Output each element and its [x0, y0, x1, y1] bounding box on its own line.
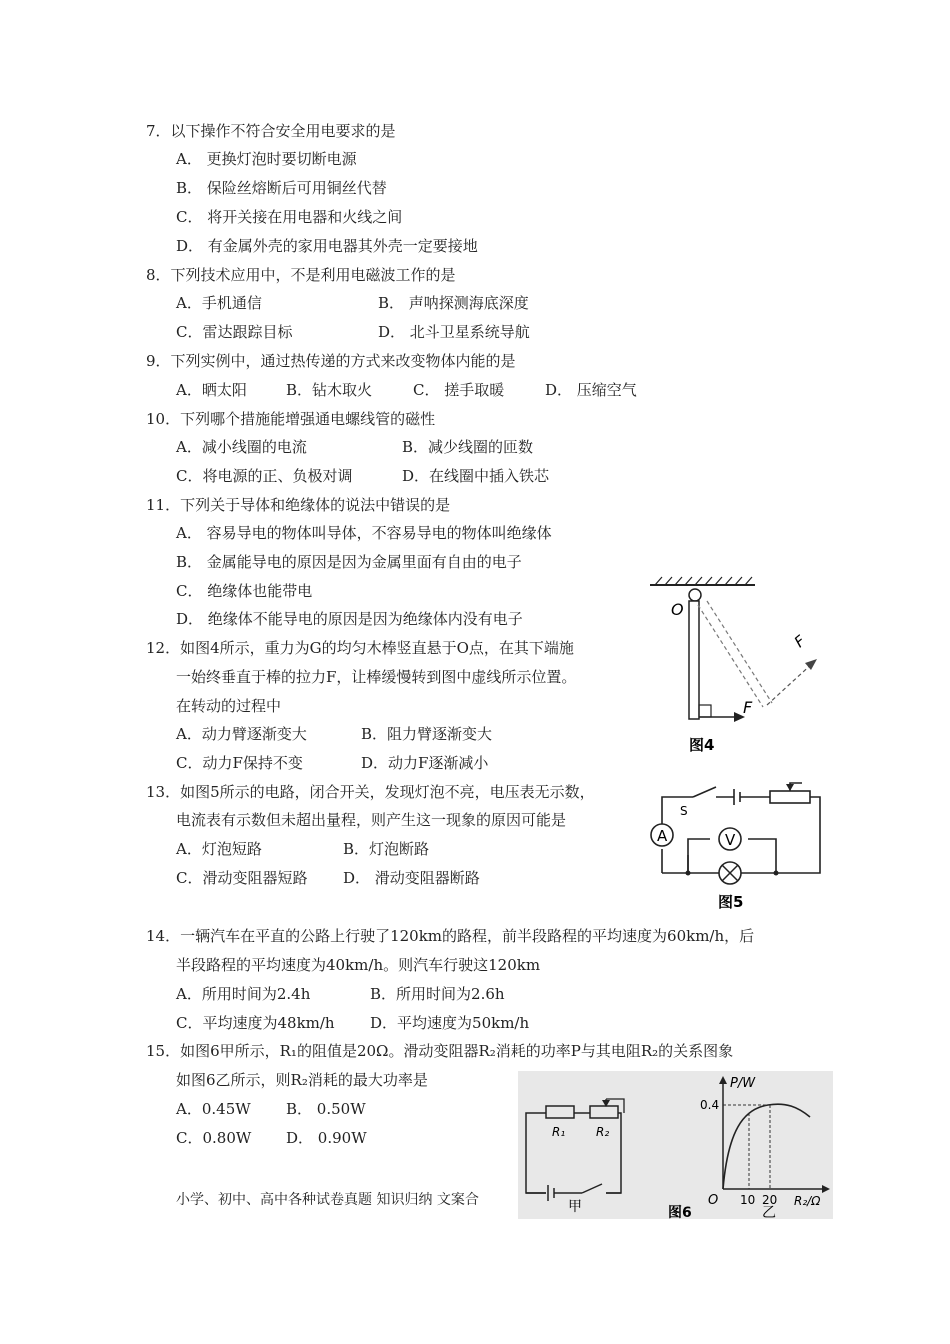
fig4-caption: 图4: [689, 736, 715, 754]
q14-option-a: A．所用时间为2.4h: [176, 985, 311, 1003]
q8-option-c: C．雷达跟踪目标: [176, 323, 293, 341]
q8-option-a: A．手机通信: [176, 294, 262, 312]
fig5-voltmeter-label: V: [725, 831, 736, 849]
q7-option-d: D． 有金属外壳的家用电器其外壳一定要接地: [176, 237, 478, 255]
figure-5: [648, 775, 828, 915]
q9-option-c: C． 搓手取暖: [413, 381, 505, 399]
q10-option-b: B．减少线圈的匝数: [402, 438, 534, 456]
q11-option-b: B． 金属能导电的原因是因为金属里面有自由的电子: [176, 553, 522, 571]
fig6-x-tick-10: 10: [740, 1193, 756, 1207]
q13-option-d: D． 滑动变阻器断路: [343, 869, 480, 887]
fig4-label-f-rotated: F: [790, 631, 809, 652]
q11-option-d: D． 绝缘体不能导电的原因是因为绝缘体内没有电子: [176, 610, 523, 628]
q15-option-c: C．0.80W: [176, 1129, 252, 1147]
q9-option-d: D． 压缩空气: [545, 381, 637, 399]
q14-option-b: B．所用时间为2.6h: [370, 985, 505, 1003]
q8-option-d: D． 北斗卫星系统导航: [378, 323, 530, 341]
q7-option-c: C． 将开关接在用电器和火线之间: [176, 208, 403, 226]
q15-option-b: B． 0.50W: [286, 1100, 366, 1118]
q7-option-a: A． 更换灯泡时要切断电源: [176, 150, 357, 168]
fig6-jia-label: 甲: [568, 1199, 582, 1215]
q12-stem-line2: 一始终垂直于棒的拉力F，让棒缓慢转到图中虚线所示位置。: [176, 668, 577, 686]
q14-stem-line2: 半段路程的平均速度为40km/h。则汽车行驶这120km: [176, 956, 541, 974]
fig6-y-tick-04: 0.4: [700, 1098, 720, 1112]
figure-4: [645, 575, 825, 760]
q10-stem: 10．下列哪个措施能增强通电螺线管的磁性: [146, 410, 436, 428]
q9-option-b: B．钻木取火: [286, 381, 373, 399]
q15-option-a: A．0.45W: [176, 1100, 251, 1118]
footer-text: 小学、初中、高中各种试卷真题 知识归纳 文案合: [176, 1192, 479, 1208]
q12-option-b: B．阻力臂逐渐变大: [361, 725, 493, 743]
fig4-label-o: O: [671, 600, 684, 619]
fig5-ammeter-label: A: [657, 827, 668, 845]
q9-stem: 9．下列实例中，通过热传递的方式来改变物体内能的是: [146, 352, 516, 370]
fig6-r2-label: R₂: [596, 1125, 610, 1139]
q12-option-d: D．动力F逐渐减小: [361, 754, 489, 772]
fig6-caption: 图6: [668, 1205, 692, 1219]
q10-option-d: D．在线圈中插入铁芯: [402, 467, 550, 485]
fig4-label-f: F: [743, 698, 753, 717]
q11-stem: 11．下列关于导体和绝缘体的说法中错误的是: [146, 496, 451, 514]
fig6-origin: O: [708, 1193, 719, 1208]
q12-stem-line1: 12．如图4所示，重力为G的均匀木棒竖直悬于O点，在其下端施: [146, 639, 574, 657]
q8-stem: 8．下列技术应用中，不是利用电磁波工作的是: [146, 266, 456, 284]
fig6-x-tick-20: 20: [762, 1193, 778, 1207]
q11-option-c: C． 绝缘体也能带电: [176, 582, 313, 600]
figure-6: [518, 1071, 833, 1219]
q11-option-a: A． 容易导电的物体叫导体，不容易导电的物体叫绝缘体: [176, 524, 552, 542]
q14-stem-line1: 14．一辆汽车在平直的公路上行驶了120km的路程，前半段路程的平均速度为60km/h，后: [146, 927, 755, 945]
q9-option-a: A．晒太阳: [176, 381, 247, 399]
q12-stem-line3: 在转动的过程中: [176, 697, 282, 715]
fig6-xlabel: R₂/Ω: [794, 1194, 821, 1208]
q13-option-c: C．滑动变阻器短路: [176, 869, 308, 887]
fig6-ylabel: P/W: [730, 1076, 756, 1091]
fig6-r1-label: R₁: [552, 1125, 566, 1139]
q15-stem-line2: 如图6乙所示，则R₂消耗的最大功率是: [176, 1071, 428, 1089]
q13-stem-line2: 电流表有示数但未超出量程，则产生这一现象的原因可能是: [176, 811, 567, 829]
q7-option-b: B． 保险丝熔断后可用铜丝代替: [176, 179, 387, 197]
q13-option-b: B．灯泡断路: [343, 840, 430, 858]
q12-option-c: C．动力F保持不变: [176, 754, 303, 772]
q14-option-d: D．平均速度为50km/h: [370, 1014, 530, 1032]
q14-option-c: C．平均速度为48km/h: [176, 1014, 335, 1032]
fig5-switch-label: S: [680, 804, 688, 818]
q15-stem-line1: 15．如图6甲所示，R₁的阻值是20Ω。滑动变阻器R₂消耗的功率P与其电阻R₂的关系图象: [146, 1042, 734, 1060]
fig5-caption: 图5: [718, 893, 744, 911]
q15-option-d: D． 0.90W: [286, 1129, 367, 1147]
q13-stem-line1: 13．如图5所示的电路，闭合开关，发现灯泡不亮，电压表无示数，: [146, 783, 595, 801]
q12-option-a: A．动力臂逐渐变大: [176, 725, 307, 743]
q8-option-b: B． 声呐探测海底深度: [378, 294, 529, 312]
q13-option-a: A．灯泡短路: [176, 840, 262, 858]
q10-option-c: C．将电源的正、负极对调: [176, 467, 353, 485]
q7-stem: 7．以下操作不符合安全用电要求的是: [146, 122, 396, 140]
fig6-yi-label: 乙: [762, 1205, 776, 1219]
q10-option-a: A．减小线圈的电流: [176, 438, 307, 456]
